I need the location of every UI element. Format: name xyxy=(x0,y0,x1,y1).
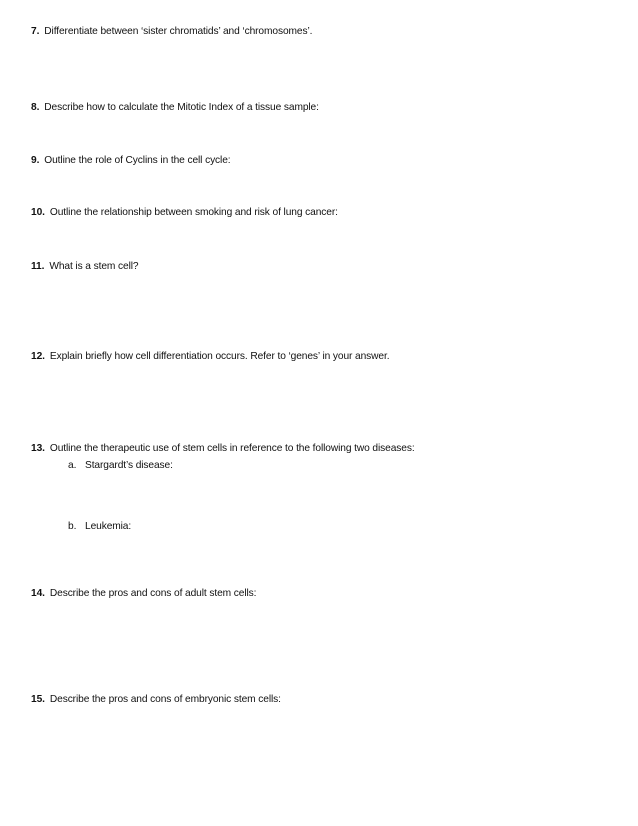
question-number: 8. xyxy=(31,102,40,113)
question-text: Describe the pros and cons of embryonic stem cells: xyxy=(49,694,281,705)
question-13-part-a xyxy=(68,459,173,472)
question-8 xyxy=(31,101,618,114)
sub-question-letter: b. xyxy=(68,521,77,532)
question-number: 12. xyxy=(31,351,45,362)
question-10 xyxy=(31,206,618,219)
question-11 xyxy=(31,260,618,273)
sub-question-text: Stargardt’s disease: xyxy=(85,460,173,471)
question-number: 14. xyxy=(31,588,45,599)
question-text: Outline the role of Cyclins in the cell cycle: xyxy=(44,155,231,166)
question-13 xyxy=(31,442,618,455)
sub-question-letter: a. xyxy=(68,460,77,471)
question-number: 11. xyxy=(31,261,45,272)
question-text: Outline the therapeutic use of stem cells in reference to the following two diseases: xyxy=(49,443,415,454)
question-text: What is a stem cell? xyxy=(49,261,139,272)
question-number: 15. xyxy=(31,694,45,705)
question-number: 7. xyxy=(31,26,40,37)
question-7 xyxy=(31,25,618,38)
question-15 xyxy=(31,693,618,706)
question-13-part-b xyxy=(68,520,131,533)
question-12 xyxy=(31,350,618,363)
question-number: 9. xyxy=(31,155,40,166)
question-text: Outline the relationship between smoking and risk of lung cancer: xyxy=(49,207,338,218)
sub-question-text: Leukemia: xyxy=(85,521,132,532)
question-text: Explain briefly how cell differentiation occurs. Refer to ‘genes’ in your answer. xyxy=(49,351,390,362)
question-9 xyxy=(31,154,618,167)
question-number: 13. xyxy=(31,443,45,454)
question-number: 10. xyxy=(31,207,45,218)
question-text: Describe the pros and cons of adult stem cells: xyxy=(49,588,257,599)
question-text: Differentiate between ‘sister chromatids’ and ‘chromosomes’. xyxy=(44,26,313,37)
question-14 xyxy=(31,587,618,600)
question-text: Describe how to calculate the Mitotic Index of a tissue sample: xyxy=(44,102,319,113)
